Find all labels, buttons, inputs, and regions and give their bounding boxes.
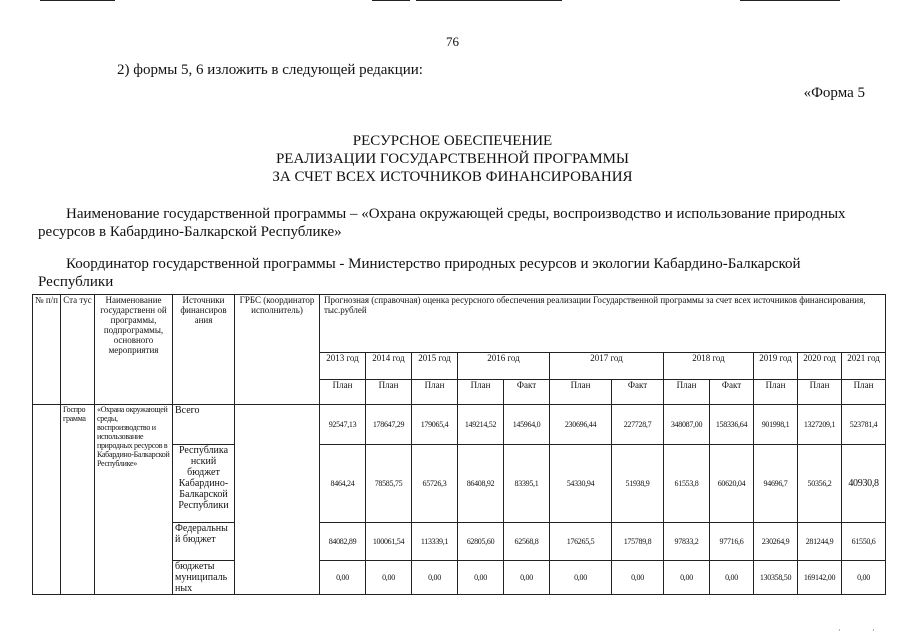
grbs-cell xyxy=(235,405,320,595)
col-plan-2021: План xyxy=(842,380,886,405)
value-cell: 62805,60 xyxy=(458,523,504,561)
value-cell: 145964,0 xyxy=(504,405,550,445)
value-cell: 61550,6 xyxy=(842,523,886,561)
value-cell: 230696,44 xyxy=(550,405,612,445)
value-cell: 86408,92 xyxy=(458,445,504,523)
year-2013: 2013 год xyxy=(320,353,366,380)
table-row xyxy=(33,405,886,445)
intro-text: 2) формы 5, 6 изложить в следующей редакции: xyxy=(117,62,423,78)
header-sources: Источники финансиров ания xyxy=(173,295,235,405)
value-cell: 8464,24 xyxy=(320,445,366,523)
value-cell: 0,00 xyxy=(710,561,754,595)
value-cell: 1327209,1 xyxy=(798,405,842,445)
value-cell: 175789,8 xyxy=(612,523,664,561)
value-cell: 94696,7 xyxy=(754,445,798,523)
col-plan-2014: План xyxy=(366,380,412,405)
form-label: «Форма 5 xyxy=(803,85,865,101)
value-cell: 40930,8 xyxy=(842,445,886,523)
value-cell: 97833,2 xyxy=(664,523,710,561)
year-2020: 2020 год xyxy=(798,353,842,380)
col-plan-2015: План xyxy=(412,380,458,405)
row-num xyxy=(33,405,61,595)
year-2019: 2019 год xyxy=(754,353,798,380)
col-plan-2016: План xyxy=(458,380,504,405)
resource-table xyxy=(32,294,886,595)
value-cell: 179065,4 xyxy=(412,405,458,445)
value-cell: 158336,64 xyxy=(710,405,754,445)
value-cell: 65726,3 xyxy=(412,445,458,523)
value-cell: 178647,29 xyxy=(366,405,412,445)
scan-speck: · xyxy=(838,626,841,635)
year-2018: 2018 год xyxy=(664,353,754,380)
program-cell: «Охрана окружающей среды, воспроизводство и использование природных ресурсов в Кабардино-Балкарской Республике» xyxy=(95,405,173,595)
value-cell: 281244,9 xyxy=(798,523,842,561)
value-cell: 523781,4 xyxy=(842,405,886,445)
value-cell: 60620,04 xyxy=(710,445,754,523)
value-cell: 0,00 xyxy=(320,561,366,595)
title-line-1: РЕСУРСНОЕ ОБЕСПЕЧЕНИЕ xyxy=(352,133,553,149)
value-cell: 78585,75 xyxy=(366,445,412,523)
title-line-3: ЗА СЧЕТ ВСЕХ ИСТОЧНИКОВ ФИНАНСИРОВАНИЯ xyxy=(272,169,633,185)
header-num: № п/п xyxy=(33,295,61,405)
value-cell: 83395,1 xyxy=(504,445,550,523)
value-cell: 230264,9 xyxy=(754,523,798,561)
year-2016: 2016 год xyxy=(458,353,550,380)
value-cell: 169142,00 xyxy=(798,561,842,595)
col-plan-2013: План xyxy=(320,380,366,405)
source-cell: Всего xyxy=(173,405,235,445)
col-fact-2018: Факт xyxy=(710,380,754,405)
value-cell: 130358,50 xyxy=(754,561,798,595)
value-cell: 51938,9 xyxy=(612,445,664,523)
header-forecast: Прогнозная (справочная) оценка ресурсного обеспечения реализации Государственной программы за счет всех источников финансирования, тыс.рублей xyxy=(320,295,886,353)
year-2017: 2017 год xyxy=(550,353,664,380)
source-cell: Федеральны й бюджет xyxy=(173,523,235,561)
program-name-line-2: ресурсов в Кабардино-Балкарской Республике» xyxy=(38,224,342,240)
value-cell: 50356,2 xyxy=(798,445,842,523)
value-cell: 0,00 xyxy=(664,561,710,595)
col-plan-2018: План xyxy=(664,380,710,405)
source-cell: бюджеты муниципаль ных xyxy=(173,561,235,595)
col-fact-2016: Факт xyxy=(504,380,550,405)
value-cell: 0,00 xyxy=(550,561,612,595)
value-cell: 0,00 xyxy=(412,561,458,595)
scan-speck: · xyxy=(872,626,875,635)
value-cell: 227728,7 xyxy=(612,405,664,445)
value-cell: 62568,8 xyxy=(504,523,550,561)
program-name-line-1: Наименование государственной программы – «Охрана окружающей среды, воспроизводство и использование природных xyxy=(66,206,846,222)
value-cell: 54330,94 xyxy=(550,445,612,523)
value-cell: 100061,54 xyxy=(366,523,412,561)
value-cell: 0,00 xyxy=(842,561,886,595)
col-fact-2017: Факт xyxy=(612,380,664,405)
value-cell: 113339,1 xyxy=(412,523,458,561)
col-plan-2017: План xyxy=(550,380,612,405)
coordinator xyxy=(38,255,868,291)
value-cell: 92547,13 xyxy=(320,405,366,445)
coordinator-line-2: Республики xyxy=(38,274,114,290)
source-cell: Республика нский бюджет Кабардино-Балкарской Республики xyxy=(173,445,235,523)
col-plan-2020: План xyxy=(798,380,842,405)
value-cell: 901998,1 xyxy=(754,405,798,445)
value-cell: 348087,00 xyxy=(664,405,710,445)
year-2015: 2015 год xyxy=(412,353,458,380)
program-name xyxy=(38,205,868,241)
value-cell: 0,00 xyxy=(366,561,412,595)
value-cell: 0,00 xyxy=(612,561,664,595)
year-2021: 2021 год xyxy=(842,353,886,380)
title-line-2: РЕАЛИЗАЦИИ ГОСУДАРСТВЕННОЙ ПРОГРАММЫ xyxy=(275,151,630,167)
value-cell: 97716,6 xyxy=(710,523,754,561)
coordinator-line-1: Координатор государственной программы - Министерство природных ресурсов и экологии Кабардино-Балкарской xyxy=(66,256,801,272)
value-cell: 149214,52 xyxy=(458,405,504,445)
value-cell: 0,00 xyxy=(504,561,550,595)
value-cell: 61553,8 xyxy=(664,445,710,523)
col-plan-2019: План xyxy=(754,380,798,405)
value-cell: 84082,89 xyxy=(320,523,366,561)
header-name: Наименование государственн ой программы, подпрограммы, основного мероприятия xyxy=(95,295,173,405)
year-2014: 2014 год xyxy=(366,353,412,380)
value-cell: 0,00 xyxy=(458,561,504,595)
value-cell: 176265,5 xyxy=(550,523,612,561)
header-status: Ста тус xyxy=(61,295,95,405)
page-number: 76 xyxy=(446,34,459,49)
status-cell: Госпро грамма xyxy=(61,405,95,595)
header-grbs: ГРБС (координатор исполнитель) xyxy=(235,295,320,405)
